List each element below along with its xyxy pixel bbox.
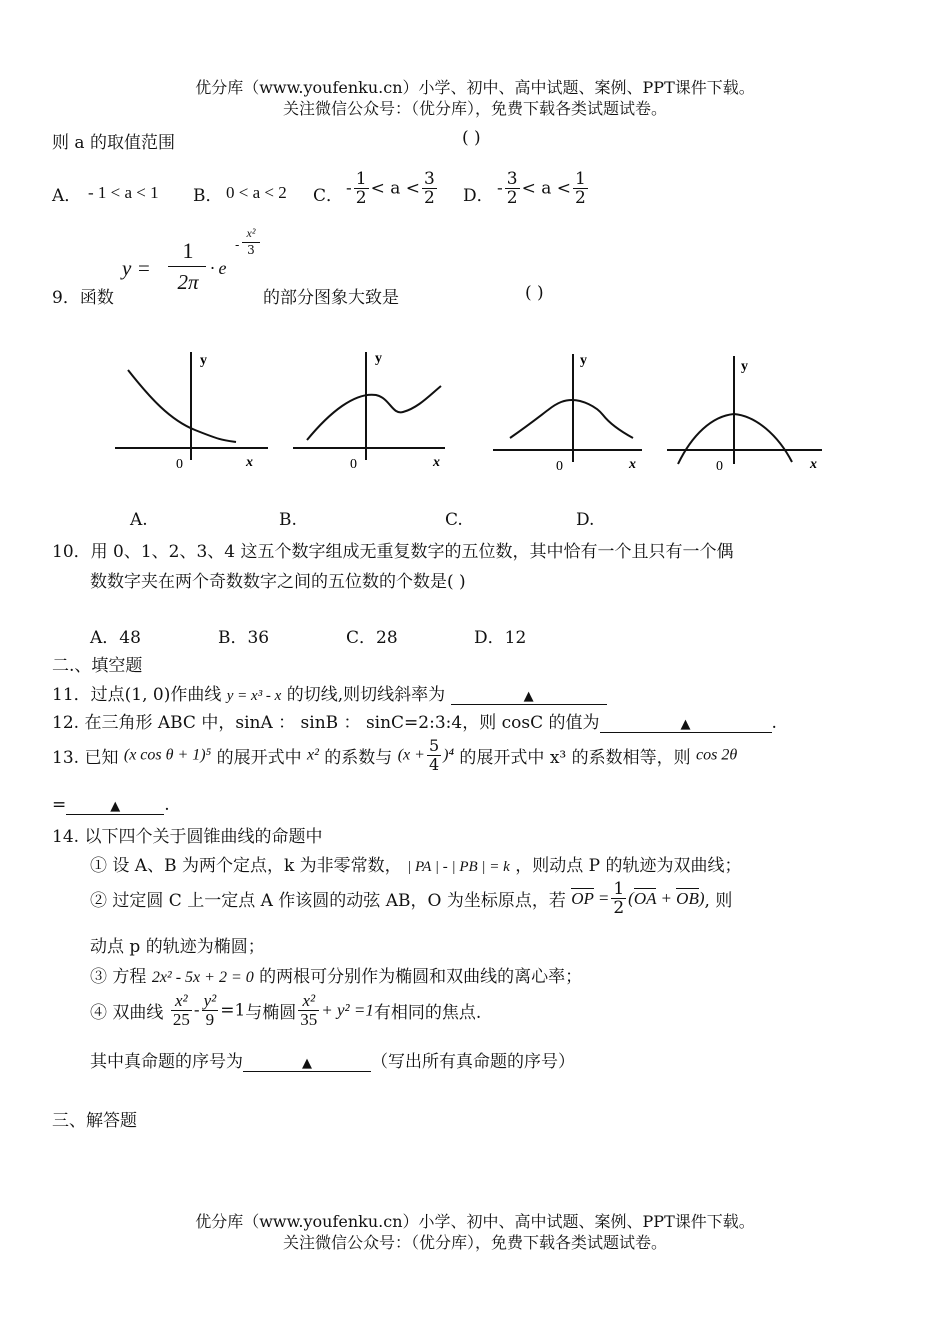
q13-eq: = [52,795,67,815]
q13-expr2-close: )⁴ [443,746,455,764]
q9-graphs [0,340,950,500]
q14-p2-line-2: 动点 p 的轨迹为椭圆； [90,937,265,957]
graph-label-b: B. [279,510,297,530]
graph-c-x-label: x [629,457,636,472]
q13-mid1: 的展开式中 [216,748,302,768]
graph-b-y-label: y [375,351,382,366]
section-3-title: 三、解答题 [52,1111,137,1131]
section-2-title: 二.、填空题 [52,656,143,676]
q14-p3-formula: 2x² - 5x + 2 = 0 [151,969,254,986]
graph-label-c: C. [445,510,463,530]
q14-p4-mid: 与椭圆 [245,1003,297,1023]
q14-answer-post: （写出所有真命题的序号） [371,1052,575,1072]
q14-p1-formula: | PA | - | PB | = k [407,859,510,875]
footer-line-1: 优分库（www.youfenku.cn）小学、初中、高中试题、案例、PPT课件下载。 [195,1212,755,1231]
q8-option-d-label: D． [463,186,494,206]
graph-d-origin: 0 [716,459,723,474]
q10-option-b: B．36 [218,628,270,648]
q12-pre: 12. 在三角形 ABC 中，sinA ： sinB ： sinC=2:3:4，则 cosC 的值为 [52,713,600,733]
q14-p2-pre: ② 过定圆 C 上一定点 A 作该圆的动弦 AB，O 为坐标原点，若 [90,891,566,911]
graph-c-y-label: y [580,353,587,368]
q9-fn-exp-num: x² [246,226,256,240]
q11-pre: 11．过点(1, 0)作曲线 [52,685,222,705]
q10-option-a: A．48 [90,628,141,648]
graph-c-origin: 0 [556,459,563,474]
q14-proposition-1 [90,851,741,876]
q9-fn-num: 1 [182,238,194,263]
q9-paren: ( ) [525,283,544,303]
graph-b-x-label: x [433,455,440,470]
q13-x2: x² [306,746,319,764]
graph-c [493,353,642,474]
graph-label-d: D. [576,510,595,530]
q8-option-b-text: 0 < a < 2 [226,183,287,202]
q8-option-b-label: B． [193,186,223,206]
graph-a-curve [128,370,236,442]
graph-b-origin: 0 [350,457,357,472]
header-line-2: 关注微信公众号：（优分库），免费下载各类试题试卷。 [282,99,667,118]
graph-c-curve [510,400,633,438]
q9-number: 9．函数 [52,288,114,308]
graph-a-y-label: y [200,353,207,368]
q13-frac-den: 4 [428,755,440,774]
q11-post: 的切线,则切线斜率为 [286,685,446,705]
q8-paren: ( ) [462,128,481,148]
q8-option-c-label: C． [313,186,344,206]
q13-mid3: 的展开式中 x³ 的系数相等，则 [459,748,691,768]
q10-option-c: C．28 [346,628,398,648]
q14-proposition-2: ② 过定圆 C 上一定点 A 作该圆的动弦 AB，O 为坐标原点，若 OP = $\frac{1}{2}$ (OA + OB), 则 [90,879,733,918]
q14-stem: 14. 以下四个关于圆锥曲线的命题中 [52,827,323,847]
q9-fn-y: y = [122,256,151,280]
q14-p4-post: 有相同的焦点. [373,1003,482,1023]
q14-answer-blank: ▲ [243,1056,371,1072]
q14-p3-post: 的两根可分别作为椭圆和双曲线的离心率； [259,967,583,987]
q11-formula: y = x³ - x [226,688,282,704]
q10-option-d: D．12 [474,628,527,648]
q13-mid2: 的系数与 [324,748,393,768]
graph-a-x-label: x [246,455,253,470]
q13 [52,737,737,774]
q13-expr2-open: (x + [397,746,425,764]
graph-label-a: A. [130,510,148,530]
q14-answer [90,1047,575,1072]
q13-frac-num: 5 [428,736,440,755]
q13-expr1: (x cos θ + 1)⁵ [123,746,212,764]
q8-option-c-formula: - $\frac{1}{2}$ < a < $\frac{3}{2}$ [346,169,435,208]
q14-proposition-4: ④ 双曲线 $\frac{\text{x²}}{25}$ - $\frac{\text{y²}}{9}$ =1与椭圆 $\frac{\text{x²}}{35}$ + y² =1有相同的焦点. [90,991,482,1029]
q14-p4-pre: ④ 双曲线 [90,1003,164,1023]
q8-option-a-label: A． [52,186,82,206]
q14-p1-pre: ① 设 A、B 为两个定点，k 为非零常数， [90,856,402,876]
graph-a [115,352,268,472]
graph-b-curve [307,386,441,440]
q8-stem: 则 a 的取值范围 [52,133,175,153]
q12-answer-blank: ▲ [600,717,772,733]
graph-d [667,356,822,474]
q12 [52,708,777,733]
q14-p3-pre: ③ 方程 [90,967,147,987]
q11-answer-blank: ▲ [451,689,607,705]
q8-option-d-formula: - $\frac{3}{2}$ < a < $\frac{1}{2}$ [497,169,586,208]
q14-p2-post: , 则 [704,891,733,911]
q8-option-a-text: - 1 < a < 1 [88,183,159,202]
graph-a-origin: 0 [176,457,183,472]
q13-answer-line [52,795,170,815]
q12-end: . [771,713,777,733]
q13-end: . [164,795,170,815]
footer-line-2: 关注微信公众号：（优分库），免费下载各类试题试卷。 [282,1233,667,1252]
q10-line-1: 10．用 0、1、2、3、4 这五个数字组成无重复数字的五位数，其中恰有一个且只有一个偶 [52,542,734,562]
q10-line-2: 数数字夹在两个奇数数字之间的五位数的个数是( ) [90,572,466,592]
header-line-1: 优分库（www.youfenku.cn）小学、初中、高中试题、案例、PPT课件下载。 [195,78,755,97]
q14-proposition-3 [90,962,582,987]
q9-fn-den: 2π [177,270,199,294]
graph-b [293,351,445,472]
q9-fn-exp-den: 3 [247,243,255,257]
q13-target: cos 2θ [696,746,738,764]
q14-p1-post: ，则动点 P 的轨迹为双曲线； [515,856,742,876]
graph-d-y-label: y [741,359,748,374]
q13-pre: 13. 已知 [52,748,119,768]
q9-function-formula: y = 1 2π · e - x² 3 [118,228,263,300]
q14-answer-pre: 其中真命题的序号为 [90,1052,243,1072]
graph-d-x-label: x [810,457,817,472]
q13-answer-blank: ▲ [66,799,164,815]
q11 [52,680,607,705]
q9-suffix: 的部分图象大致是 [263,288,399,308]
